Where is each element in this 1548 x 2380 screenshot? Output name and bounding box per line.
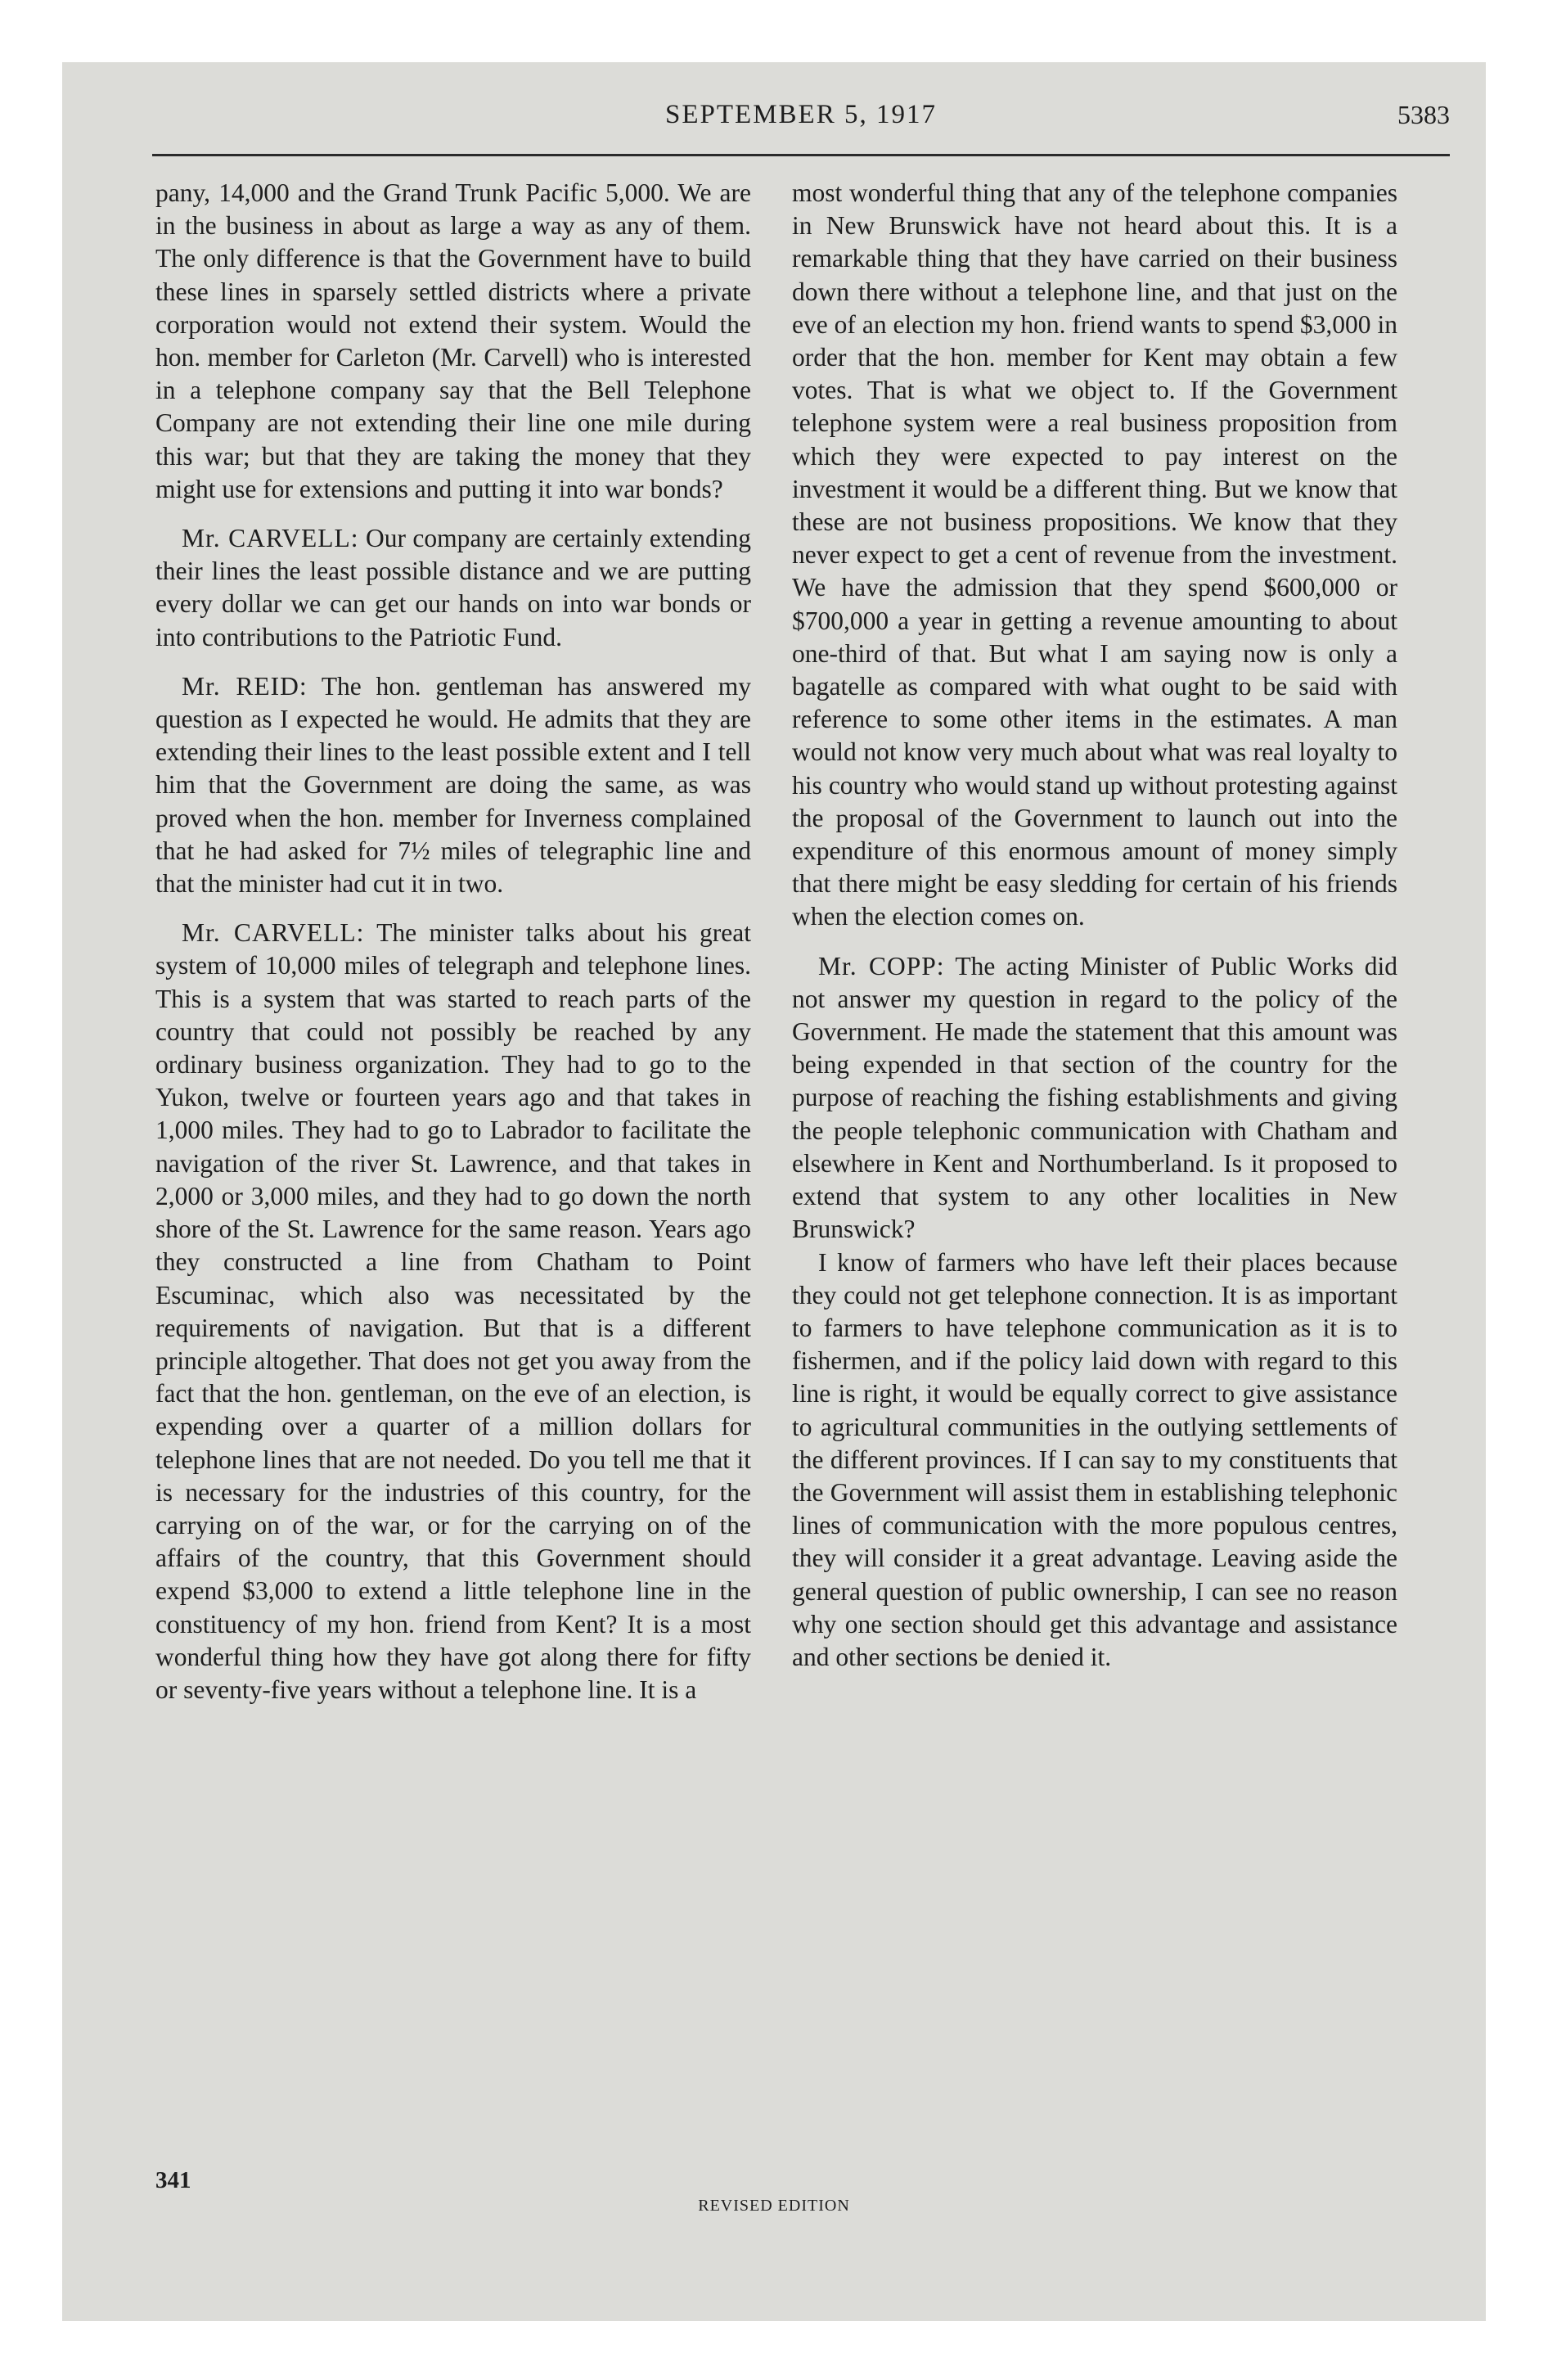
- signature-mark: 341: [155, 2167, 191, 2193]
- paragraph: [155, 670, 751, 900]
- speaker-name: Mr. CARVELL:: [182, 524, 359, 553]
- paragraph: [792, 1246, 1397, 1675]
- paragraph: [155, 177, 751, 506]
- right-column: [792, 177, 1397, 1674]
- paragraph-text: most wonderful thing that any of the telephone companies in New Brunswick have not heard about this. It is a remarkable thing that they have carried on their business down there without a telephone line, and that just on the eve of an election my hon. friend wants to spend $3,000 in order that the hon. member for Kent may obtain a few votes. That is what we object to. If the Government telephone system were a real business proposition from which they were expected to pay interest on the investment it would be a different thing. But we know that these are not business propositions. We know that they never expect to get a cent of revenue from the investment. We have the admission that they spend $600,000 or $700,000 a year in getting a revenue amounting to about one-third of that. But what I am saying now is only a bagatelle as compared with what ought to be said with reference to some other items in the estimates. A man would not know very much about what was real loyalty to his country who would stand up without protesting against the proposal of the Government to launch out into the expenditure of this enormous amount of money simply that there might be easy sledding for certain of his friends when the election comes on.: [792, 178, 1397, 931]
- paragraph-text: I know of farmers who have left their places because they could not get telephone connection. It is as important to farmers to have telephone communication as it is to fishermen, and if the policy laid down with regard to this line is right, it would be equally correct to give assistance to agricultural communities in the outlying settlements of the different provinces. If I can say to my constituents that the Government will assist them in establishing telephonic lines of communication with the more populous centres, they will consider it a great advantage. Leaving aside the general question of public ownership, I can see no reason why one section should get this advantage and assistance and other sections be denied it.: [792, 1247, 1397, 1671]
- paragraph: [792, 177, 1397, 934]
- paragraph-text: The minister talks about his great system of 10,000 miles of telegraph and telephone lines. This is a system that was started to reach parts of the country that could not possibly be reached by any ordinary business organization. They had to go to the Yukon, twelve or fourteen years ago and that takes in 1,000 miles. They had to go to Labrador to facilitate the navigation of the river St. Lawrence, and that takes in 2,000 or 3,000 miles, and they had to go down the north shore of the St. Lawrence for the same reason. Years ago they constructed a line from Chatham to Point Escuminac, which also was necessitated by the requirements of navigation. But that is a different principle altogether. That does not get you away from the fact that the hon. gentleman, on the eve of an election, is expending over a quarter of a million dollars for telephone lines that are not needed. Do you tell me that it is necessary for the industries of this country, for the carrying on of the war, or for the carrying on of the affairs of the country, that this Government should expend $3,000 to extend a little telephone line in the constituency of my hon. friend from Kent? It is a most wonderful thing how they have got along there for fifty or seventy-five years without a telephone line. It is a: [155, 918, 752, 1704]
- paragraph-text: pany, 14,000 and the Grand Trunk Pacific 5,000. We are in the business in about as large a way as any of them. The only difference is that the Government have to build these lines in sparsely settled districts where a private corporation would not extend their system. Would the hon. member for Carleton (Mr. Carvell) who is interested in a telephone company say that the Bell Telephone Company are not extending their line one mile during this war; but that they are taking the money that they might use for extensions and putting it into war bonds?: [155, 178, 751, 503]
- header-page-number: 5383: [1397, 100, 1450, 129]
- header-rule: [152, 154, 1450, 156]
- paragraph-text: The hon. gentleman has answered my question as I expected he would. He admits that they are extending their lines to the least possible extent and I tell him that the Government are doing the same, as was proved when the hon. member for Inverness complained that he had asked for 7½ miles of telegraphic line and that the minister had cut it in two.: [155, 671, 751, 899]
- page-header: [152, 100, 1450, 136]
- left-column: [155, 177, 751, 1706]
- speaker-name: Mr. COPP:: [818, 951, 945, 980]
- paragraph-text: Our company are certainly extending their lines the least possible distance and we are putting every dollar we can get our hands on into war bonds or into contributions to the Patriotic Fund.: [155, 524, 752, 651]
- paragraph: [792, 950, 1397, 1246]
- speaker-name: Mr. REID:: [182, 671, 308, 701]
- header-date: SEPTEMBER 5, 1917: [665, 100, 937, 129]
- footer-edition: REVISED EDITION: [698, 2197, 850, 2215]
- scanned-page: [62, 62, 1486, 2321]
- paragraph-text: The acting Minister of Public Works did not answer my question in regard to the policy of the Government. He made the statement that this amount was being expended in that section of the country for the purpose of reaching the fishing establishments and giving the people telephonic communication with Chatham and elsewhere in Kent and Northumberland. Is it proposed to extend that system to any other localities in New Brunswick?: [792, 951, 1397, 1244]
- speaker-name: Mr. CARVELL:: [182, 918, 365, 948]
- paragraph: [155, 522, 751, 654]
- paragraph: [155, 917, 751, 1706]
- hansard-page: [62, 62, 1486, 2321]
